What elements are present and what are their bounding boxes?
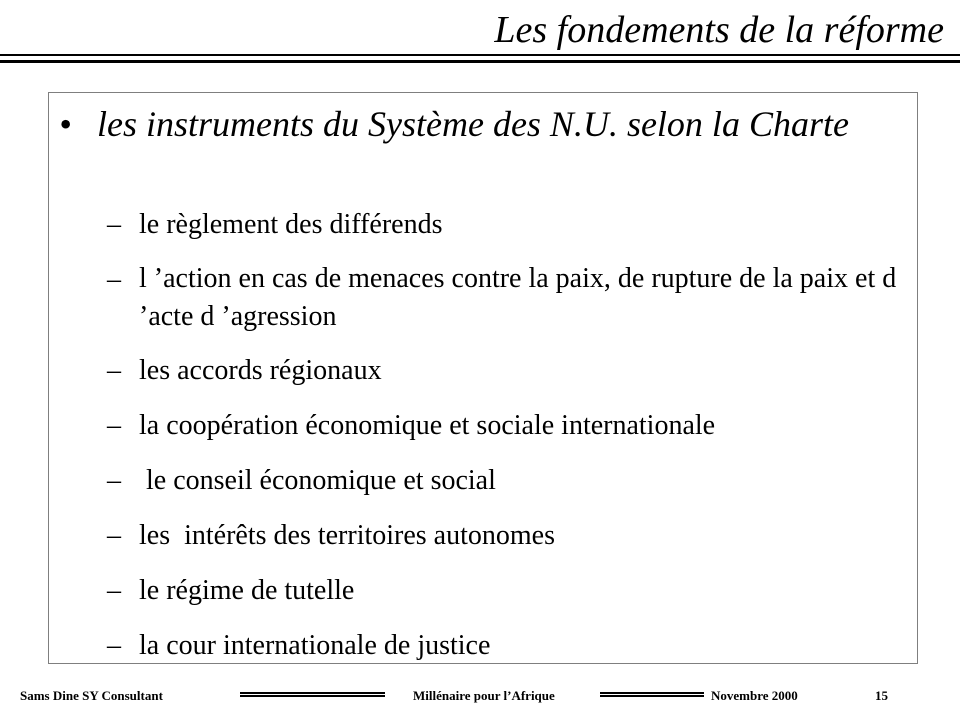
dash-icon: – <box>107 520 121 551</box>
dash-icon: – <box>107 264 121 295</box>
sub-bullet-item <box>107 571 907 611</box>
footer-event: Millénaire pour l’Afrique <box>413 688 555 703</box>
content-box <box>48 92 918 664</box>
sub-bullet-text: le régime de tutelle <box>139 575 355 606</box>
title-rule-thin <box>0 54 960 56</box>
dash-icon: – <box>107 575 121 606</box>
dash-icon: – <box>107 355 121 386</box>
dash-icon: – <box>107 209 121 240</box>
sub-bullet-item <box>107 205 907 245</box>
title-rule-thick <box>0 60 960 63</box>
sub-bullet-text: les intérêts des territoires autonomes <box>139 520 555 551</box>
sub-bullet-text: le conseil économique et social <box>139 465 496 496</box>
sub-bullet-item <box>107 461 907 501</box>
main-bullet-text: les instruments du Système des N.U. selon la Charte <box>97 104 849 144</box>
sub-bullet-text: la coopération économique et sociale internationale <box>139 410 716 441</box>
sub-bullet-text: l ’action en cas de menaces contre la paix, de rupture de la paix et d ’acte d ’agression <box>139 263 904 332</box>
footer-date: Novembre 2000 <box>711 688 798 703</box>
sub-bullet-text: le règlement des différends <box>139 209 443 240</box>
sub-bullet-item <box>107 406 907 446</box>
slide-footer <box>0 684 960 708</box>
sub-bullet-item <box>107 260 907 336</box>
sub-bullet-list <box>107 205 907 664</box>
footer-page-number: 15 <box>875 688 888 703</box>
dash-icon: – <box>107 410 121 441</box>
sub-bullet-text: la cour internationale de justice <box>139 630 491 661</box>
footer-author: Sams Dine SY Consultant <box>20 688 163 703</box>
dash-icon: – <box>107 630 121 661</box>
slide-title: Les fondements de la réforme <box>494 9 944 51</box>
sub-bullet-item <box>107 351 907 391</box>
footer-divider <box>600 692 704 697</box>
main-bullet <box>59 103 899 146</box>
sub-bullet-text: les accords régionaux <box>139 355 382 386</box>
sub-bullet-item <box>107 516 907 556</box>
sub-bullet-item <box>107 626 907 664</box>
dash-icon: – <box>107 465 121 496</box>
bullet-icon: • <box>59 104 72 144</box>
footer-divider <box>240 692 385 697</box>
